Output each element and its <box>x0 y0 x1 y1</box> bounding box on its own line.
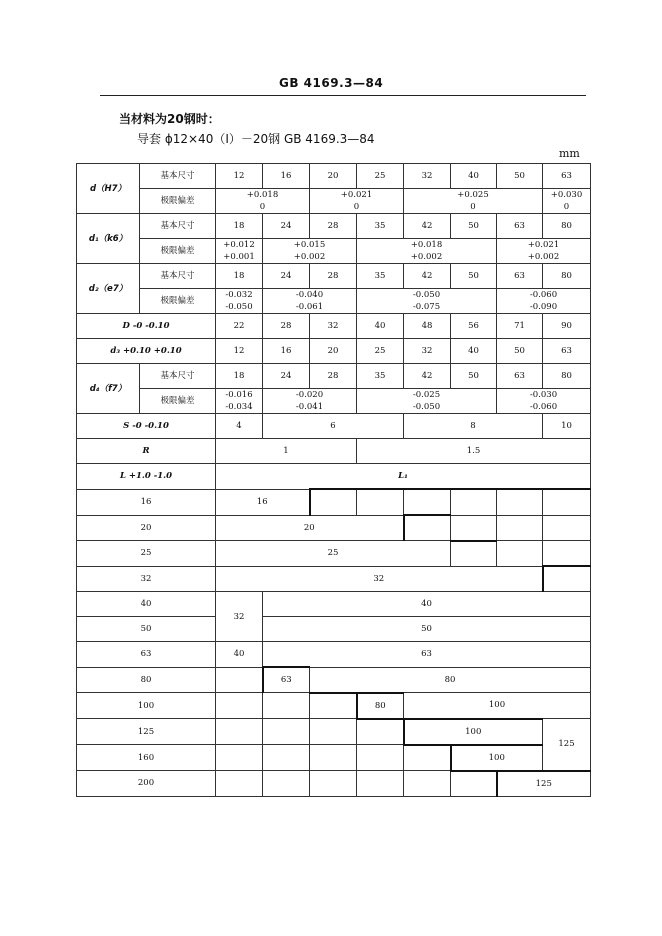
length-label: 50 <box>77 617 216 642</box>
table-row <box>77 592 591 617</box>
d4-f7-label: d₄（f7） <box>77 364 140 414</box>
dev-lower: 0 <box>353 202 360 212</box>
dev-upper: +0.015 <box>293 240 326 250</box>
table-cell: 125 <box>543 719 591 771</box>
empty-cell <box>451 541 497 567</box>
header-rule <box>100 95 586 96</box>
d1-k6-label: d₁（k6） <box>77 214 140 264</box>
empty-cell <box>357 771 404 797</box>
empty-cell <box>451 771 497 797</box>
deviation-cell <box>357 389 497 414</box>
table-cell: 28 <box>310 214 357 239</box>
d3-label: d₃ +0.10 +0.10 <box>77 339 216 364</box>
unit-label: mm <box>559 147 580 160</box>
empty-cell <box>310 771 357 797</box>
table-row <box>77 214 591 239</box>
empty-cell <box>404 515 451 541</box>
dev-upper: +0.021 <box>527 240 560 250</box>
table-cell: 56 <box>451 314 497 339</box>
table-cell: 80 <box>357 693 404 719</box>
dev-upper: -0.050 <box>412 290 441 300</box>
deviation-cell <box>357 289 497 314</box>
dev-upper: -0.030 <box>529 390 558 400</box>
limit-deviation-label: 极限偏差 <box>140 239 216 264</box>
table-cell: 24 <box>263 364 310 389</box>
table-row <box>77 264 591 289</box>
table-cell: 42 <box>404 214 451 239</box>
table-row <box>77 189 591 214</box>
table-row <box>77 339 591 364</box>
table-row <box>77 389 591 414</box>
length-label: 63 <box>77 642 216 668</box>
dev-upper: -0.025 <box>412 390 441 400</box>
dev-upper: -0.032 <box>225 290 253 300</box>
table-cell: 16 <box>263 339 310 364</box>
table-cell: 18 <box>216 364 263 389</box>
basic-size-label: 基本尺寸 <box>140 214 216 239</box>
table-cell: 50 <box>451 364 497 389</box>
table-cell: 50 <box>451 264 497 289</box>
table-cell: 50 <box>497 339 543 364</box>
dev-lower: 0 <box>470 202 476 212</box>
table-cell: 63 <box>543 164 591 189</box>
table-cell: 50 <box>263 617 591 642</box>
deviation-cell <box>543 189 591 214</box>
table-row <box>77 489 591 515</box>
empty-cell <box>404 771 451 797</box>
table-cell: 48 <box>404 314 451 339</box>
length-label: 25 <box>77 541 216 567</box>
table-cell: 80 <box>543 364 591 389</box>
empty-cell <box>497 515 543 541</box>
table-cell: 18 <box>216 214 263 239</box>
empty-cell <box>263 719 310 745</box>
standard-header: GB 4169.3—84 <box>279 76 384 90</box>
table-cell: 35 <box>357 214 404 239</box>
empty-cell <box>357 489 404 515</box>
empty-cell <box>451 515 497 541</box>
deviation-cell <box>263 239 357 264</box>
D-label: D -0 -0.10 <box>77 314 216 339</box>
table-cell: 80 <box>543 264 591 289</box>
empty-cell <box>310 489 357 515</box>
table-cell: 20 <box>216 515 404 541</box>
empty-cell <box>404 745 451 771</box>
empty-cell <box>543 566 591 592</box>
length-label: 16 <box>77 489 216 515</box>
table-cell: 28 <box>310 264 357 289</box>
table-row <box>77 314 591 339</box>
table-cell: 50 <box>497 164 543 189</box>
table-cell: 8 <box>404 414 543 439</box>
marking-example: 导套 ϕ12×40（Ⅰ）－20钢 GB 4169.3—84 <box>137 132 375 146</box>
dev-upper: +0.030 <box>550 190 583 200</box>
table-cell: 63 <box>497 364 543 389</box>
table-cell: 16 <box>216 489 310 515</box>
table-cell: 24 <box>263 264 310 289</box>
table-row <box>77 617 591 642</box>
table-cell: 32 <box>216 592 263 642</box>
empty-cell <box>310 693 357 719</box>
table-cell: 40 <box>451 339 497 364</box>
table-row <box>77 667 591 693</box>
material-note: 当材料为20钢时： <box>119 112 220 126</box>
length-label: 80 <box>77 667 216 693</box>
table-cell: 6 <box>263 414 404 439</box>
table-cell: 63 <box>497 264 543 289</box>
table-cell: 100 <box>451 745 543 771</box>
dev-upper: +0.012 <box>223 240 255 250</box>
table-cell: 71 <box>497 314 543 339</box>
dev-lower: -0.061 <box>295 302 324 312</box>
guide-bush-dimension-table <box>76 163 591 797</box>
table-row <box>77 745 591 771</box>
deviation-cell <box>263 389 357 414</box>
R-label: R <box>77 439 216 464</box>
table-cell: 1 <box>216 439 357 464</box>
table-cell: 35 <box>357 364 404 389</box>
deviation-cell <box>216 189 310 214</box>
table-cell: 63 <box>543 339 591 364</box>
table-cell: 22 <box>216 314 263 339</box>
table-cell: 63 <box>497 214 543 239</box>
dev-upper: -0.016 <box>225 390 253 400</box>
table-cell: 40 <box>263 592 591 617</box>
empty-cell <box>216 719 263 745</box>
table-cell: 16 <box>263 164 310 189</box>
deviation-cell <box>497 289 591 314</box>
empty-cell <box>216 693 263 719</box>
table-row <box>77 642 591 668</box>
empty-cell <box>497 489 543 515</box>
basic-size-label: 基本尺寸 <box>140 364 216 389</box>
table-row <box>77 771 591 797</box>
dev-lower: -0.034 <box>225 402 253 412</box>
table-cell: 28 <box>263 314 310 339</box>
dev-upper: -0.020 <box>295 390 324 400</box>
table-row <box>77 693 591 719</box>
length-label: 100 <box>77 693 216 719</box>
table-cell: 25 <box>216 541 451 567</box>
deviation-cell <box>216 239 263 264</box>
table-cell: 32 <box>216 566 543 592</box>
table-row <box>77 414 591 439</box>
table-cell: 10 <box>543 414 591 439</box>
table-cell: 40 <box>451 164 497 189</box>
table-row <box>77 164 591 189</box>
table-cell: 40 <box>216 642 263 668</box>
table-cell: 32 <box>310 314 357 339</box>
L1-label: L₁ <box>216 464 591 490</box>
dev-lower: -0.075 <box>412 302 441 312</box>
table-cell: 32 <box>404 164 451 189</box>
table-cell: 24 <box>263 214 310 239</box>
empty-cell <box>543 541 591 567</box>
dev-lower: -0.090 <box>529 302 558 312</box>
table-cell: 80 <box>543 214 591 239</box>
length-label: 125 <box>77 719 216 745</box>
dev-lower: -0.050 <box>412 402 441 412</box>
dev-upper: +0.025 <box>457 190 489 200</box>
table-cell: 12 <box>216 339 263 364</box>
table-row <box>77 464 591 490</box>
empty-cell <box>357 719 404 745</box>
dev-lower: +0.001 <box>223 252 255 262</box>
empty-cell <box>216 745 263 771</box>
d-h7-label: d（H7） <box>77 164 140 214</box>
empty-cell <box>310 745 357 771</box>
table-cell: 12 <box>216 164 263 189</box>
length-label: 20 <box>77 515 216 541</box>
dev-upper: +0.021 <box>340 190 373 200</box>
deviation-cell <box>497 239 591 264</box>
limit-deviation-label: 极限偏差 <box>140 289 216 314</box>
L-label: L +1.0 -1.0 <box>77 464 216 490</box>
table-cell: 90 <box>543 314 591 339</box>
empty-cell <box>310 719 357 745</box>
deviation-cell <box>497 389 591 414</box>
table-row <box>77 439 591 464</box>
deviation-cell <box>216 389 263 414</box>
table-cell: 25 <box>357 164 404 189</box>
table-cell: 20 <box>310 164 357 189</box>
d2-e7-label: d₂（e7） <box>77 264 140 314</box>
dev-lower: -0.041 <box>295 402 324 412</box>
table-cell: 25 <box>357 339 404 364</box>
table-cell: 63 <box>263 642 591 668</box>
table-cell: 100 <box>404 693 591 719</box>
empty-cell <box>404 489 451 515</box>
table-cell: 42 <box>404 364 451 389</box>
table-cell: 100 <box>404 719 543 745</box>
table-row <box>77 239 591 264</box>
length-label: 160 <box>77 745 216 771</box>
table-row <box>77 719 591 745</box>
table-cell: 35 <box>357 264 404 289</box>
deviation-cell <box>404 189 543 214</box>
table-cell: 18 <box>216 264 263 289</box>
deviation-cell <box>263 289 357 314</box>
basic-size-label: 基本尺寸 <box>140 264 216 289</box>
table-cell: 63 <box>263 667 310 693</box>
table-cell: 80 <box>310 667 591 693</box>
dev-lower: -0.060 <box>529 402 558 412</box>
table-cell: 42 <box>404 264 451 289</box>
dev-upper: -0.040 <box>295 290 324 300</box>
length-label: 200 <box>77 771 216 797</box>
empty-cell <box>543 515 591 541</box>
deviation-cell <box>310 189 404 214</box>
dev-lower: 0 <box>259 202 266 212</box>
table-cell: 20 <box>310 339 357 364</box>
dev-lower: 0 <box>563 202 570 212</box>
empty-cell <box>263 745 310 771</box>
empty-cell <box>451 489 497 515</box>
limit-deviation-label: 极限偏差 <box>140 389 216 414</box>
table-row <box>77 364 591 389</box>
table-cell: 125 <box>497 771 591 797</box>
deviation-cell <box>357 239 497 264</box>
empty-cell <box>263 771 310 797</box>
table-row <box>77 515 591 541</box>
table-cell: 40 <box>357 314 404 339</box>
dev-lower: +0.002 <box>410 252 443 262</box>
table-row <box>77 289 591 314</box>
table-cell: 50 <box>451 214 497 239</box>
basic-size-label: 基本尺寸 <box>140 164 216 189</box>
table-cell: 32 <box>404 339 451 364</box>
dev-lower: +0.002 <box>293 252 326 262</box>
dev-lower: +0.002 <box>527 252 560 262</box>
deviation-cell <box>216 289 263 314</box>
dev-lower: -0.050 <box>225 302 253 312</box>
dev-upper: +0.018 <box>410 240 443 250</box>
length-label: 40 <box>77 592 216 617</box>
table-cell: 4 <box>216 414 263 439</box>
table-cell: 1.5 <box>357 439 591 464</box>
table-row <box>77 566 591 592</box>
length-label: 32 <box>77 566 216 592</box>
empty-cell <box>357 745 404 771</box>
empty-cell <box>497 541 543 567</box>
empty-cell <box>543 489 591 515</box>
S-label: S -0 -0.10 <box>77 414 216 439</box>
empty-cell <box>263 693 310 719</box>
empty-cell <box>216 771 263 797</box>
limit-deviation-label: 极限偏差 <box>140 189 216 214</box>
dev-upper: +0.018 <box>246 190 279 200</box>
table-row <box>77 541 591 567</box>
dev-upper: -0.060 <box>529 290 558 300</box>
table-cell: 28 <box>310 364 357 389</box>
empty-cell <box>216 667 263 693</box>
